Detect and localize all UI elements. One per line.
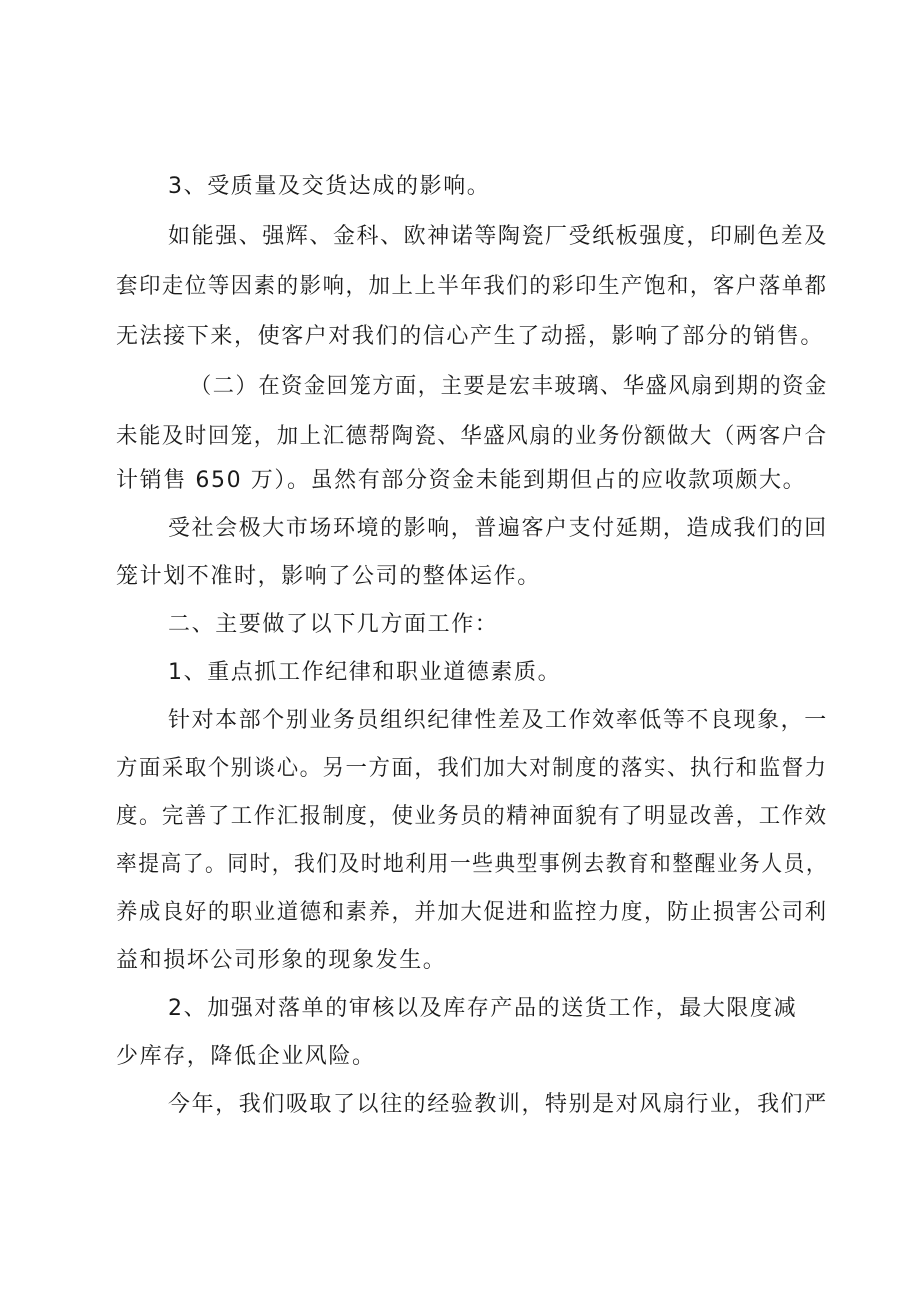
text-line: 度。完善了工作汇报制度，使业务员的精神面貌有了明显改善，工作效	[116, 804, 828, 829]
text-line: 无法接下来，使客户对我们的信心产生了动摇，影响了部分的销售。	[116, 324, 825, 349]
text-line: 如能强、强辉、金科、欧神诺等陶瓷厂受纸板强度，印刷色差及	[168, 224, 828, 249]
text-line: 益和损坏公司形象的现象发生。	[116, 948, 447, 973]
text-line: 方面采取个别谈心。另一方面，我们加大对制度的落实、执行和监督力	[116, 756, 828, 781]
text-line: 少库存，降低企业风险。	[116, 1044, 376, 1069]
text-line: 计销售 650 万）。虽然有部分资金未能到期但占的应收款项颇大。	[116, 468, 807, 493]
text-line: 养成良好的职业道德和素养，并加大促进和监控力度，防止损害公司利	[116, 900, 828, 925]
text-line: 笼计划不准时，影响了公司的整体运作。	[116, 564, 541, 589]
text-line: 3、受质量及交货达成的影响。	[168, 174, 491, 199]
text-line: 二、主要做了以下几方面工作：	[168, 612, 499, 637]
text-line: 1、重点抓工作纪律和职业道德素质。	[168, 660, 562, 685]
text-line: 率提高了。同时，我们及时地利用一些典型事例去教育和整醒业务人员，	[116, 852, 829, 877]
text-line: 针对本部个别业务员组织纪律性差及工作效率低等不良现象，一	[168, 708, 828, 733]
text-line: 未能及时回笼，加上汇德帮陶瓷、华盛风扇的业务份额做大（两客户合	[116, 424, 828, 449]
text-line: 受社会极大市场环境的影响，普遍客户支付延期，造成我们的回	[168, 516, 828, 541]
text-line: （二）在资金回笼方面，主要是宏丰玻璃、华盛风扇到期的资金	[190, 374, 828, 399]
text-line: 套印走位等因素的影响，加上上半年我们的彩印生产饱和，客户落单都	[116, 274, 828, 299]
text-line: 今年，我们吸取了以往的经验教训，特别是对风扇行业，我们严	[168, 1092, 828, 1117]
text-line: 2、加强对落单的审核以及库存产品的送货工作，最大限度减	[168, 996, 798, 1021]
